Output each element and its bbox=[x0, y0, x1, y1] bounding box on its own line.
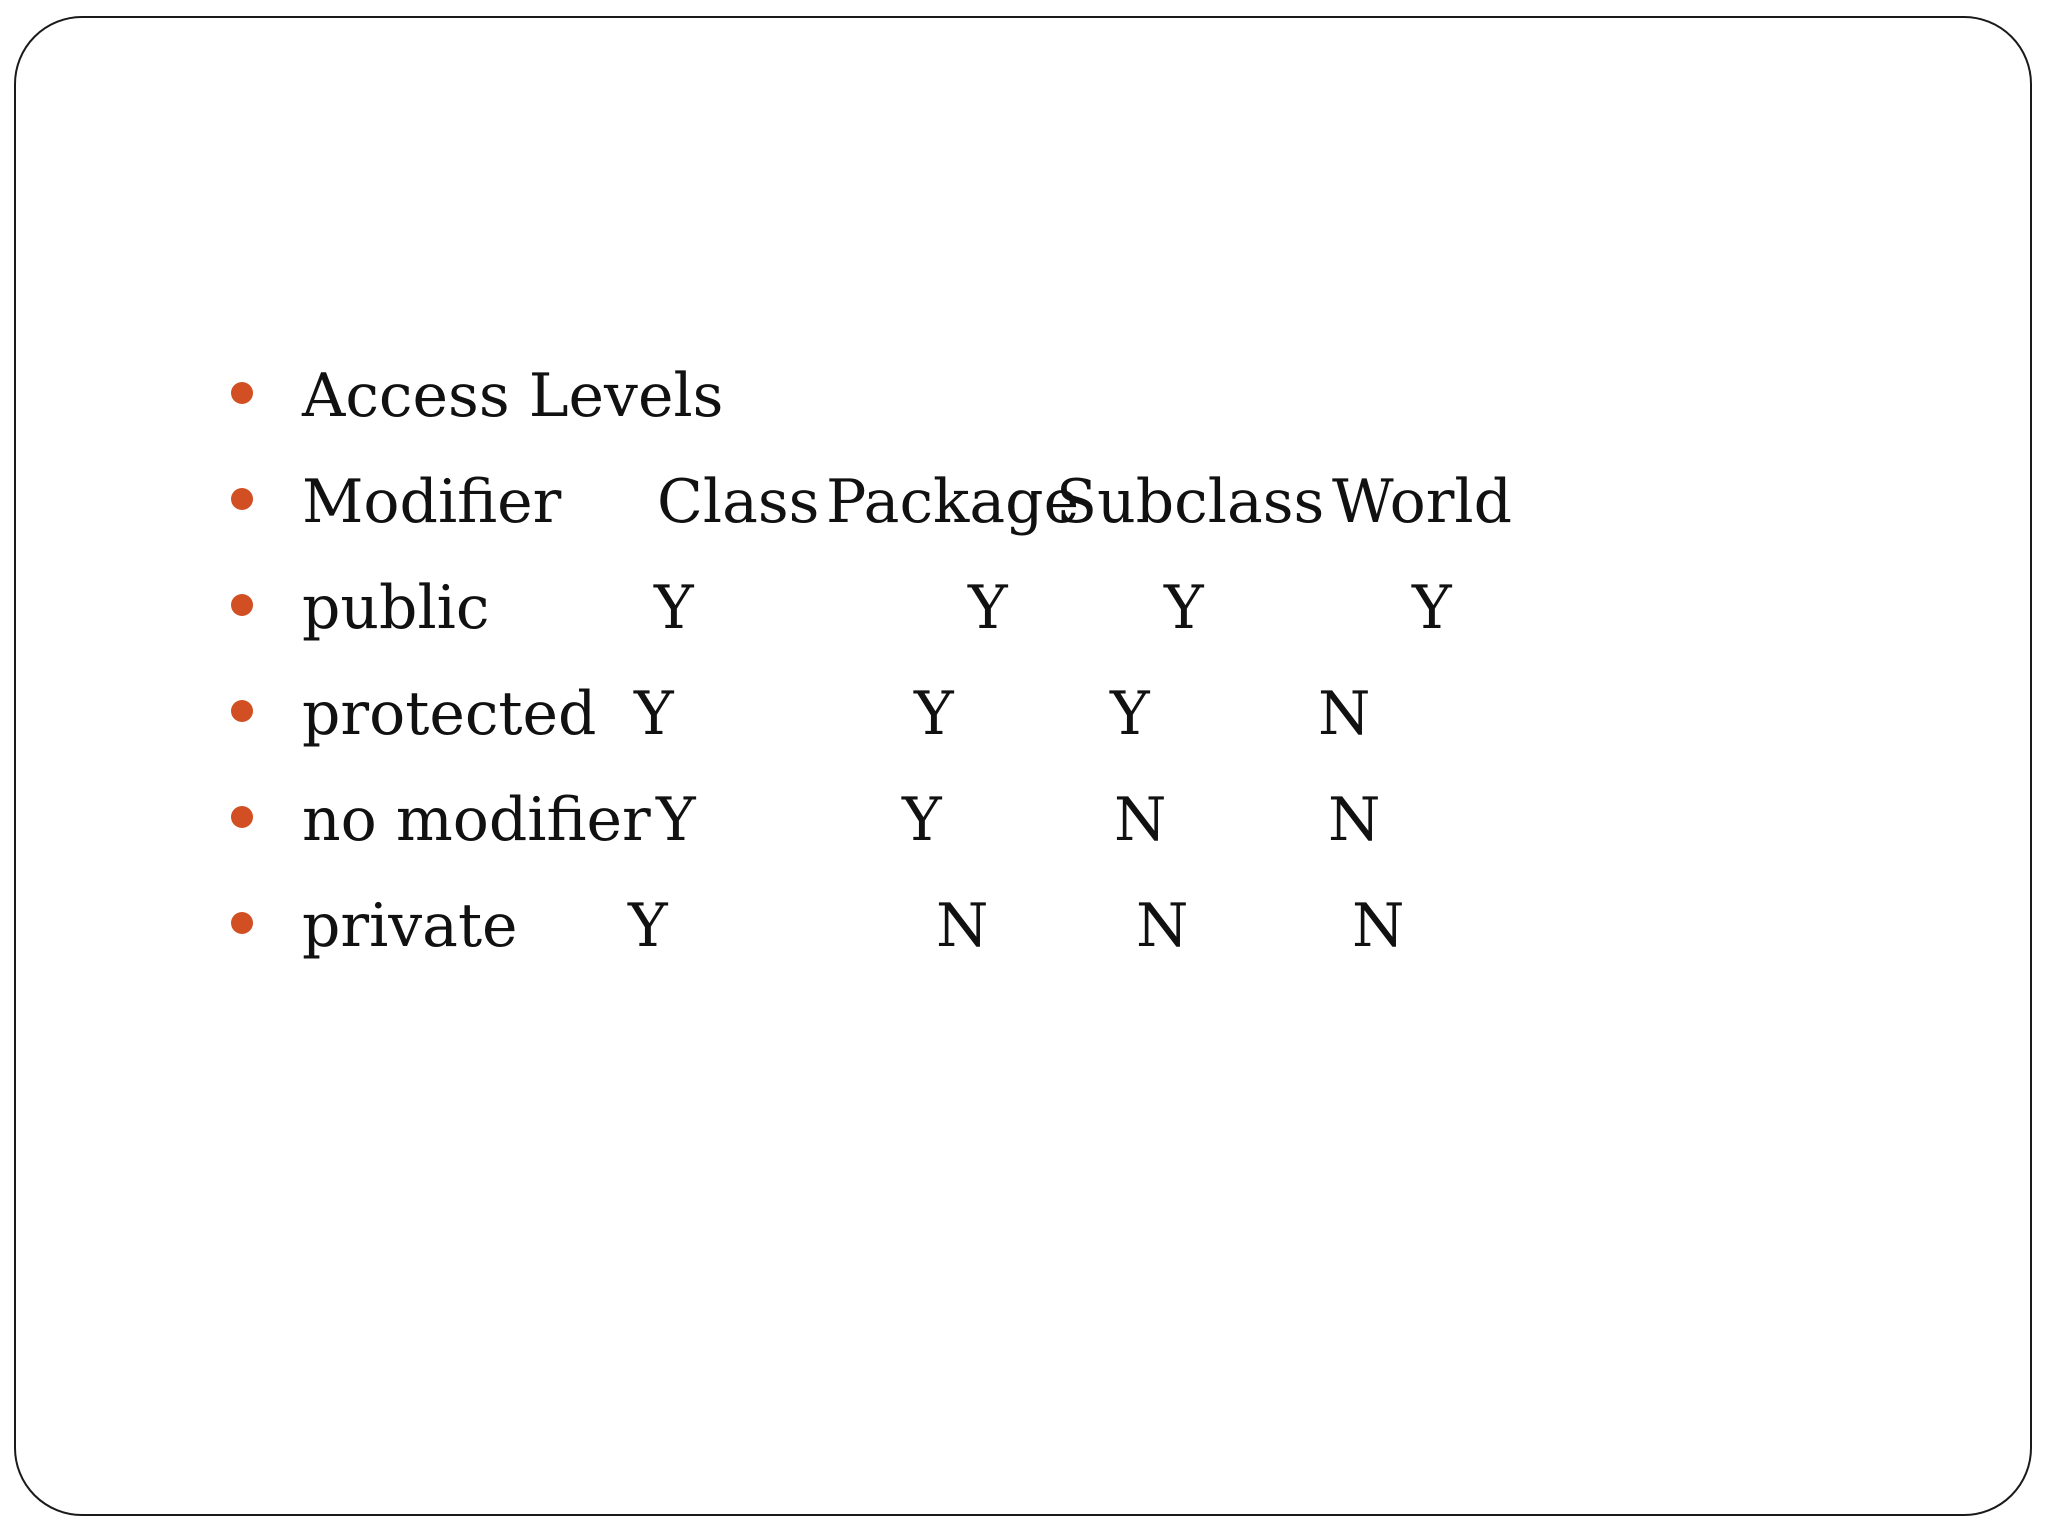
row-modifier: private bbox=[302, 891, 518, 961]
row-world: N bbox=[1352, 891, 1405, 961]
bullet-item-row bbox=[16, 670, 2030, 760]
row-class: Y bbox=[634, 679, 674, 749]
row-class: Y bbox=[656, 785, 696, 855]
row-modifier: no modifier bbox=[302, 785, 651, 855]
bullet-item-title bbox=[16, 352, 2030, 442]
header-subclass: Subclass bbox=[1056, 467, 1325, 537]
bullet-text-title: Access Levels bbox=[302, 361, 724, 431]
header-world: World bbox=[1332, 467, 1512, 537]
bullet-item-row bbox=[16, 882, 2030, 972]
row-subclass: Y bbox=[1110, 679, 1150, 749]
bullet-dot-icon bbox=[231, 700, 253, 722]
bullet-item-row bbox=[16, 564, 2030, 654]
header-package: Package bbox=[826, 467, 1080, 537]
row-subclass: N bbox=[1136, 891, 1189, 961]
bullet-dot-icon bbox=[231, 382, 253, 404]
bullet-list bbox=[16, 18, 2030, 1514]
bullet-item-header bbox=[16, 458, 2030, 548]
bullet-dot-icon bbox=[231, 488, 253, 510]
row-package: N bbox=[936, 891, 989, 961]
bullet-dot-icon bbox=[231, 594, 253, 616]
row-package: Y bbox=[914, 679, 954, 749]
row-world: N bbox=[1328, 785, 1381, 855]
bullet-item-row bbox=[16, 776, 2030, 866]
bullet-dot-icon bbox=[231, 912, 253, 934]
row-subclass: N bbox=[1114, 785, 1167, 855]
row-world: N bbox=[1318, 679, 1371, 749]
header-modifier: Modifier bbox=[302, 467, 562, 537]
slide-frame bbox=[14, 16, 2032, 1516]
row-modifier: public bbox=[302, 573, 490, 643]
row-world: Y bbox=[1412, 573, 1452, 643]
row-subclass: Y bbox=[1164, 573, 1204, 643]
header-class: Class bbox=[657, 467, 820, 537]
row-package: Y bbox=[902, 785, 942, 855]
row-modifier: protected bbox=[302, 679, 597, 749]
bullet-dot-icon bbox=[231, 806, 253, 828]
row-class: Y bbox=[654, 573, 694, 643]
row-class: Y bbox=[628, 891, 668, 961]
row-package: Y bbox=[968, 573, 1008, 643]
